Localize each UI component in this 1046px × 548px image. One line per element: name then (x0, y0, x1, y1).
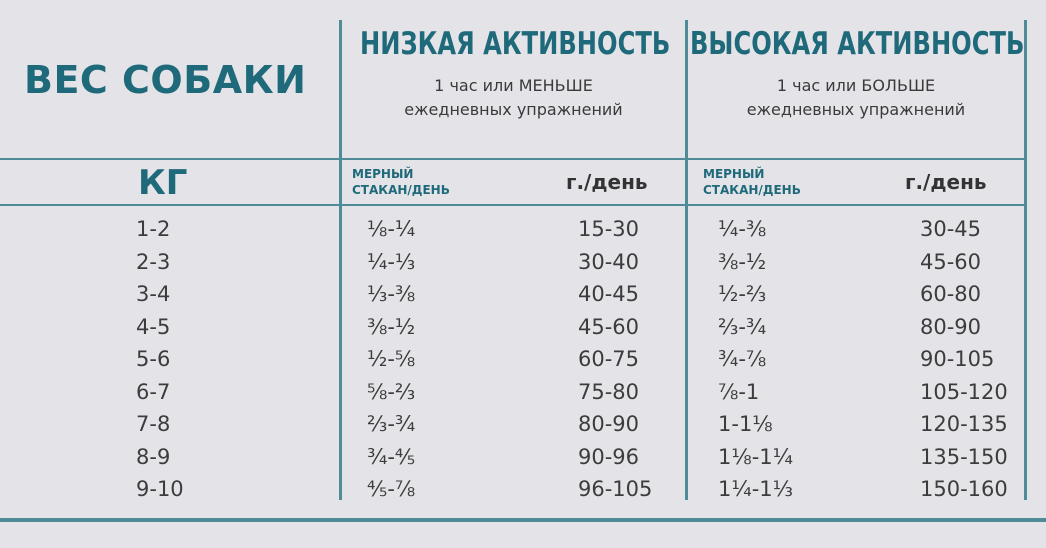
low-grams-cell: 30-40 (578, 249, 640, 274)
high-cup-header (703, 166, 801, 198)
weight-cell: 9-10 (136, 477, 184, 501)
low-cup-header-line2: СТАКАН/ДЕНЬ (352, 183, 450, 197)
high-activity-sub-1: 1 час или БОЛЬШЕ (776, 76, 936, 95)
weight-unit-header: КГ (138, 163, 188, 203)
low-grams-cell: 75-80 (578, 379, 640, 404)
weight-cell: 5-6 (136, 347, 171, 371)
high-cup-cell: ⅞-1 (718, 379, 760, 404)
low-grams-header: г./день (566, 170, 648, 194)
header-rule-top (0, 158, 1024, 160)
table-row (0, 278, 1046, 311)
high-grams-cell: 120-135 (920, 412, 1008, 436)
table-row (0, 246, 1046, 279)
feeding-table-body (0, 213, 1046, 506)
table-row (0, 473, 1046, 506)
low-cup-cell: ⅔-¾ (367, 412, 416, 436)
high-activity-heading: ВЫСОКАЯ АКТИВНОСТЬ (690, 26, 1025, 62)
table-row (0, 311, 1046, 344)
page-title: ВЕС СОБАКИ (24, 58, 307, 102)
high-grams-cell: 45-60 (920, 249, 982, 274)
low-activity-sub-1: 1 час или МЕНЬШЕ (434, 76, 593, 95)
table-row (0, 408, 1046, 441)
low-cup-cell: ⅘-⅞ (367, 477, 416, 501)
high-cup-cell: ¼-⅜ (718, 217, 767, 241)
high-cup-cell: ½-⅔ (718, 282, 767, 306)
table-row (0, 376, 1046, 409)
low-grams-cell: 15-30 (578, 217, 640, 241)
low-cup-cell: ¼-⅓ (367, 249, 416, 274)
high-cup-cell: 1-1⅛ (718, 412, 773, 436)
low-grams-cell: 90-96 (578, 444, 640, 469)
low-cup-cell: ⅝-⅔ (367, 379, 416, 404)
high-cup-cell: ⅔-¾ (718, 314, 767, 339)
high-cup-cell: ¾-⅞ (718, 347, 767, 371)
high-cup-cell: 1¼-1⅓ (718, 477, 794, 501)
low-cup-header-line1: МЕРНЫЙ (352, 167, 414, 181)
high-activity-sub-2: ежедневных упражнений (746, 100, 966, 119)
low-cup-cell: ⅓-⅜ (367, 282, 416, 306)
table-bottom-rule (0, 518, 1046, 522)
low-cup-header (352, 166, 450, 198)
high-cup-header-line1: МЕРНЫЙ (703, 167, 765, 181)
high-grams-cell: 80-90 (920, 314, 982, 339)
weight-cell: 4-5 (136, 314, 171, 339)
header-rule-bottom (0, 204, 1024, 206)
weight-cell: 3-4 (136, 282, 171, 306)
weight-cell: 1-2 (136, 217, 171, 241)
high-grams-cell: 150-160 (920, 477, 1008, 501)
weight-cell: 2-3 (136, 249, 171, 274)
table-row (0, 441, 1046, 474)
low-cup-cell: ¾-⅘ (367, 444, 416, 469)
high-grams-cell: 60-80 (920, 282, 982, 306)
low-grams-cell: 96-105 (578, 477, 653, 501)
high-grams-cell: 135-150 (920, 444, 1008, 469)
high-grams-header: г./день (905, 170, 987, 194)
low-cup-cell: ½-⅝ (367, 347, 416, 371)
high-cup-cell: ⅜-½ (718, 249, 767, 274)
table-row (0, 213, 1046, 246)
low-cup-cell: ⅛-¼ (367, 217, 416, 241)
weight-cell: 6-7 (136, 379, 171, 404)
weight-cell: 8-9 (136, 444, 171, 469)
low-cup-cell: ⅜-½ (367, 314, 416, 339)
low-grams-cell: 60-75 (578, 347, 640, 371)
table-row (0, 343, 1046, 376)
high-grams-cell: 90-105 (920, 347, 995, 371)
high-grams-cell: 30-45 (920, 217, 982, 241)
weight-cell: 7-8 (136, 412, 171, 436)
low-grams-cell: 80-90 (578, 412, 640, 436)
high-grams-cell: 105-120 (920, 379, 1008, 404)
low-activity-sub-2: ежедневных упражнений (404, 100, 623, 119)
low-activity-heading: НИЗКАЯ АКТИВНОСТЬ (360, 26, 671, 62)
high-cup-header-line2: СТАКАН/ДЕНЬ (703, 183, 801, 197)
low-grams-cell: 40-45 (578, 282, 640, 306)
low-grams-cell: 45-60 (578, 314, 640, 339)
high-cup-cell: 1⅛-1¼ (718, 444, 794, 469)
